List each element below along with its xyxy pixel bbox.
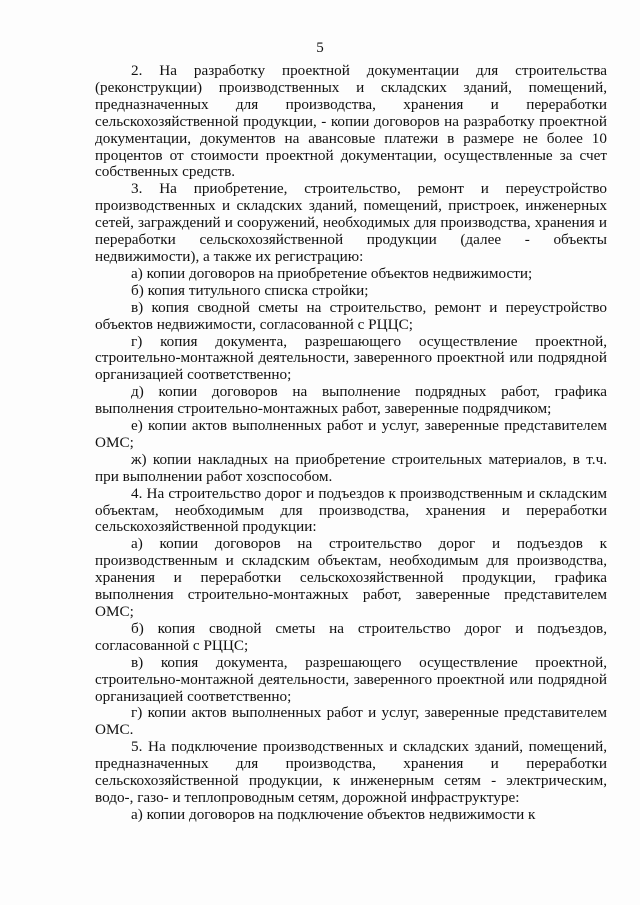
paragraph-3v: в) копия сводной сметы на строительство, ремонт и переустройство объектов недвижимости, согласованной с РЦЦС; (95, 298, 607, 333)
document-body (95, 63, 607, 824)
paragraph-3a: а) копии договоров на приобретение объектов недвижимости; (131, 264, 533, 282)
paragraph-3d: д) копии договоров на выполнение подрядных работ, графика выполнения строительно-монтажных работ, заверенные подрядчиком; (95, 383, 607, 418)
page-number: 5 (316, 40, 324, 56)
paragraph-3b: б) копия титульного списка стройки; (131, 281, 369, 299)
paragraph-4: 4. На строительство дорог и подъездов к производственным и складским объектам, необходимым для производства, хранения и переработки сельскохозяйственной продукции: (95, 484, 607, 536)
paragraph-3e: е) копии актов выполненных работ и услуг, заверенные представителем ОМС; (95, 417, 607, 451)
paragraph-4g: г) копии актов выполненных работ и услуг, заверенные представителем ОМС. (95, 704, 607, 739)
paragraph-2: 2. На разработку проектной документации для строительства (реконструкции) производственных и складских зданий, помещений, предназначенных для производства, хранения и переработки сельскохозяйственной продукции, - копии договоров на разработку проектной документации, документов на авансовые платежи в размере не более 10 процентов от стоимости проектной документации, осуществленные за счет собственных средств. (95, 62, 607, 181)
paragraph-4b: б) копия сводной сметы на строительство дорог и подъездов, согласованной с РЦЦС; (95, 619, 607, 654)
paragraph-3: 3. На приобретение, строительство, ремонт и переустройство производственных и складских зданий, помещений, пристроек, инженерных сетей, заграждений и сооружений, необходимых для производства, хранения и переработки сельскохозяйственной продукции (далее - объекты недвижимости), а также их регистрацию: (95, 180, 607, 265)
paragraph-4v: в) копия документа, разрешающего осуществление проектной, строительно-монтажной деятельности, заверенного проектной или подрядной организацией соответственно; (95, 653, 607, 705)
paragraph-3g: г) копия документа, разрешающего осуществление проектной, строительно-монтажной деятельности, заверенного проектной или подрядной организацией соответственно; (95, 332, 607, 384)
paragraph-4a: а) копии договоров на строительство дорог и подъездов к производственным и складским объектам, необходимым для производства, хранения и переработки сельскохозяйственной продукции, графика выполнения строительно-монтажных работ, заверенные представителем ОМС; (95, 535, 607, 620)
paragraph-5a: а) копии договоров на подключение объектов недвижимости к (131, 805, 536, 823)
paragraph-5: 5. На подключение производственных и складских зданий, помещений, предназначенных для производства, хранения и переработки сельскохозяйственной продукции, к инженерным сетям - электрическим, водо-, газо- и теплопроводным сетям, дорожной инфраструктуре: (95, 738, 607, 806)
paragraph-3zh: ж) копии накладных на приобретение строительных материалов, в т.ч. при выполнении работ хозспособом. (95, 450, 607, 485)
